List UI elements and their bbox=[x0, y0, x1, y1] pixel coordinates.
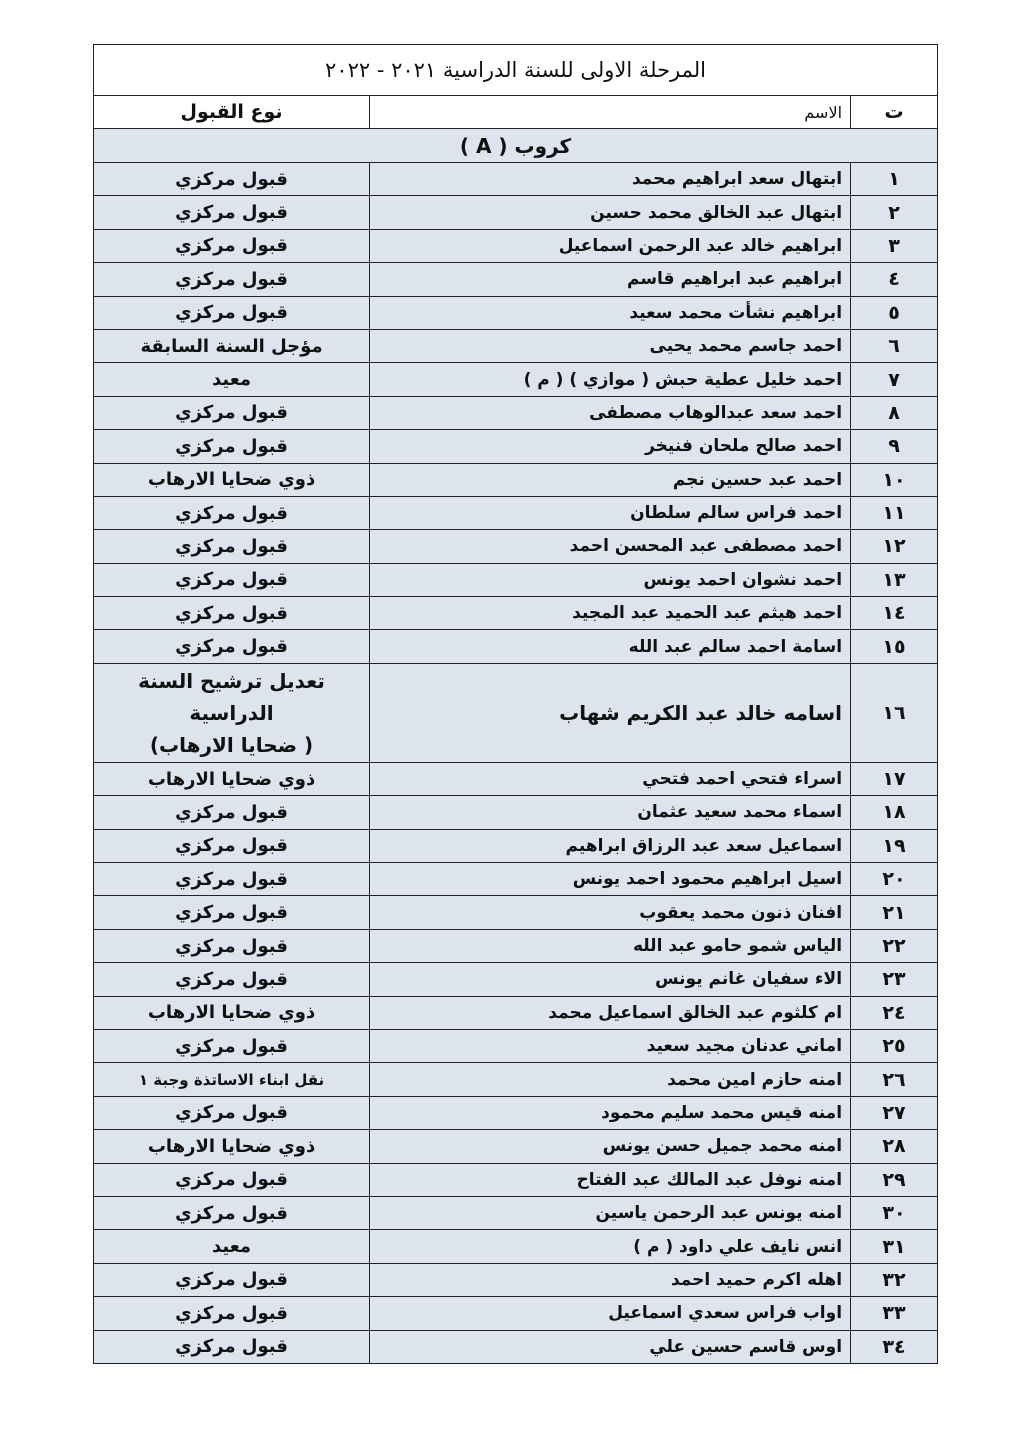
student-name: اماني عدنان مجيد سعيد bbox=[370, 1029, 851, 1062]
table-row bbox=[94, 563, 938, 596]
admission-type: قبول مركزي bbox=[94, 430, 370, 463]
table-row bbox=[94, 396, 938, 429]
row-number: ٢٤ bbox=[851, 996, 938, 1029]
table-row bbox=[94, 196, 938, 229]
admission-type: قبول مركزي bbox=[94, 396, 370, 429]
admission-sheet bbox=[93, 44, 937, 1364]
student-name: امنه قيس محمد سليم محمود bbox=[370, 1096, 851, 1129]
admission-type: قبول مركزي bbox=[94, 896, 370, 929]
students-table bbox=[93, 44, 938, 1364]
student-name: احمد خليل عطية حبش ( موازي ) ( م ) bbox=[370, 363, 851, 396]
admission-type: ذوي ضحايا الارهاب bbox=[94, 1130, 370, 1163]
row-number: ٢٧ bbox=[851, 1096, 938, 1129]
student-name: اوس قاسم حسين علي bbox=[370, 1330, 851, 1363]
admission-type: قبول مركزي bbox=[94, 1297, 370, 1330]
row-number: ٢١ bbox=[851, 896, 938, 929]
row-number: ٢٨ bbox=[851, 1130, 938, 1163]
header-number: ت bbox=[851, 96, 938, 129]
header-name: الاسم bbox=[370, 96, 851, 129]
student-name: امنه يونس عبد الرحمن ياسين bbox=[370, 1196, 851, 1229]
student-name: اسماء محمد سعيد عثمان bbox=[370, 796, 851, 829]
student-name: الاء سفيان غانم يونس bbox=[370, 963, 851, 996]
table-row bbox=[94, 296, 938, 329]
student-name: اسامه خالد عبد الكريم شهاب bbox=[370, 663, 851, 762]
table-row bbox=[94, 496, 938, 529]
student-name: احمد سعد عبدالوهاب مصطفى bbox=[370, 396, 851, 429]
admission-type: قبول مركزي bbox=[94, 597, 370, 630]
admission-type: قبول مركزي bbox=[94, 863, 370, 896]
student-name: اهله اكرم حميد احمد bbox=[370, 1263, 851, 1296]
table-row bbox=[94, 863, 938, 896]
table-row bbox=[94, 1263, 938, 1296]
table-row bbox=[94, 630, 938, 663]
row-number: ٣ bbox=[851, 229, 938, 262]
admission-type: ذوي ضحايا الارهاب bbox=[94, 996, 370, 1029]
row-number: ٢٣ bbox=[851, 963, 938, 996]
student-name: احمد مصطفى عبد المحسن احمد bbox=[370, 530, 851, 563]
table-row bbox=[94, 663, 938, 762]
admission-type: قبول مركزي bbox=[94, 829, 370, 862]
row-number: ١٤ bbox=[851, 597, 938, 630]
header-row bbox=[94, 96, 938, 129]
admission-type: معيد bbox=[94, 1230, 370, 1263]
student-name: ابراهيم عبد ابراهيم قاسم bbox=[370, 263, 851, 296]
student-name: انس نايف علي داود ( م ) bbox=[370, 1230, 851, 1263]
admission-type: قبول مركزي bbox=[94, 563, 370, 596]
admission-type: ذوي ضحايا الارهاب bbox=[94, 463, 370, 496]
row-number: ١٢ bbox=[851, 530, 938, 563]
group-label: كروب ( A ) bbox=[94, 129, 938, 163]
table-row bbox=[94, 996, 938, 1029]
table-row bbox=[94, 963, 938, 996]
student-name: امنه نوفل عبد المالك عبد الفتاح bbox=[370, 1163, 851, 1196]
row-number: ٦ bbox=[851, 329, 938, 362]
table-row bbox=[94, 597, 938, 630]
student-name: ابراهيم نشأت محمد سعيد bbox=[370, 296, 851, 329]
table-row bbox=[94, 329, 938, 362]
student-name: احمد هيثم عبد الحميد عبد المجيد bbox=[370, 597, 851, 630]
row-number: ١٣ bbox=[851, 563, 938, 596]
student-name: احمد نشوان احمد يونس bbox=[370, 563, 851, 596]
student-name: احمد جاسم محمد يحيى bbox=[370, 329, 851, 362]
admission-type: قبول مركزي bbox=[94, 163, 370, 196]
table-row bbox=[94, 796, 938, 829]
admission-type: قبول مركزي bbox=[94, 1163, 370, 1196]
student-name: احمد فراس سالم سلطان bbox=[370, 496, 851, 529]
admission-type: قبول مركزي bbox=[94, 630, 370, 663]
student-name: اسماعيل سعد عبد الرزاق ابراهيم bbox=[370, 829, 851, 862]
student-name: ام كلثوم عبد الخالق اسماعيل محمد bbox=[370, 996, 851, 1029]
admission-type-line1: تعديل ترشيح السنة الدراسية bbox=[138, 668, 325, 725]
row-number: ٢٠ bbox=[851, 863, 938, 896]
row-number: ١٨ bbox=[851, 796, 938, 829]
table-row bbox=[94, 1297, 938, 1330]
student-name: ابراهيم خالد عبد الرحمن اسماعيل bbox=[370, 229, 851, 262]
row-number: ٩ bbox=[851, 430, 938, 463]
table-row bbox=[94, 1230, 938, 1263]
student-name: اواب فراس سعدي اسماعيل bbox=[370, 1297, 851, 1330]
student-name: اسيل ابراهيم محمود احمد يونس bbox=[370, 863, 851, 896]
admission-type bbox=[94, 663, 370, 762]
admission-type: معيد bbox=[94, 363, 370, 396]
row-number: ٣٣ bbox=[851, 1297, 938, 1330]
admission-type: قبول مركزي bbox=[94, 963, 370, 996]
table-row bbox=[94, 363, 938, 396]
row-number: ١٥ bbox=[851, 630, 938, 663]
admission-type: قبول مركزي bbox=[94, 1029, 370, 1062]
row-number: ١١ bbox=[851, 496, 938, 529]
student-name: احمد صالح ملحان فنيخر bbox=[370, 430, 851, 463]
admission-type: قبول مركزي bbox=[94, 496, 370, 529]
student-name: امنه حازم امين محمد bbox=[370, 1063, 851, 1096]
row-number: ٢٢ bbox=[851, 929, 938, 962]
row-number: ٣٤ bbox=[851, 1330, 938, 1363]
admission-type: قبول مركزي bbox=[94, 296, 370, 329]
admission-type: مؤجل السنة السابقة bbox=[94, 329, 370, 362]
admission-type: قبول مركزي bbox=[94, 530, 370, 563]
student-name: ابتهال عبد الخالق محمد حسين bbox=[370, 196, 851, 229]
admission-type: قبول مركزي bbox=[94, 1196, 370, 1229]
row-number: ٨ bbox=[851, 396, 938, 429]
student-name: اسراء فتحي احمد فتحي bbox=[370, 762, 851, 795]
student-name: امنه محمد جميل حسن يونس bbox=[370, 1130, 851, 1163]
table-row bbox=[94, 829, 938, 862]
table-row bbox=[94, 1096, 938, 1129]
table-row bbox=[94, 1196, 938, 1229]
table-row bbox=[94, 530, 938, 563]
table-row bbox=[94, 1063, 938, 1096]
student-name: الياس شمو حامو عبد الله bbox=[370, 929, 851, 962]
admission-type: ذوي ضحايا الارهاب bbox=[94, 762, 370, 795]
table-row bbox=[94, 1130, 938, 1163]
row-number: ٢٩ bbox=[851, 1163, 938, 1196]
admission-type: قبول مركزي bbox=[94, 929, 370, 962]
row-number: ٢٦ bbox=[851, 1063, 938, 1096]
table-row bbox=[94, 463, 938, 496]
row-number: ٣٠ bbox=[851, 1196, 938, 1229]
row-number: ٢٥ bbox=[851, 1029, 938, 1062]
table-row bbox=[94, 896, 938, 929]
row-number: ١٠ bbox=[851, 463, 938, 496]
row-number: ٤ bbox=[851, 263, 938, 296]
row-number: ١٩ bbox=[851, 829, 938, 862]
admission-type: قبول مركزي bbox=[94, 263, 370, 296]
student-name: افنان ذنون محمد يعقوب bbox=[370, 896, 851, 929]
table-row bbox=[94, 263, 938, 296]
table-row bbox=[94, 1163, 938, 1196]
table-row bbox=[94, 430, 938, 463]
group-row bbox=[94, 129, 938, 163]
table-row bbox=[94, 1029, 938, 1062]
row-number: ١٧ bbox=[851, 762, 938, 795]
admission-type: قبول مركزي bbox=[94, 196, 370, 229]
admission-type: قبول مركزي bbox=[94, 1263, 370, 1296]
row-number: ١٦ bbox=[851, 663, 938, 762]
row-number: ١ bbox=[851, 163, 938, 196]
row-number: ٥ bbox=[851, 296, 938, 329]
row-number: ٣٢ bbox=[851, 1263, 938, 1296]
table-row bbox=[94, 762, 938, 795]
header-admission-type: نوع القبول bbox=[94, 96, 370, 129]
admission-type: قبول مركزي bbox=[94, 1330, 370, 1363]
page-title: المرحلة الاولى للسنة الدراسية ٢٠٢١ - ٢٠٢٢ bbox=[94, 45, 938, 96]
admission-type: قبول مركزي bbox=[94, 796, 370, 829]
student-name: احمد عبد حسين نجم bbox=[370, 463, 851, 496]
student-name: اسامة احمد سالم عبد الله bbox=[370, 630, 851, 663]
row-number: ٣١ bbox=[851, 1230, 938, 1263]
table-row bbox=[94, 163, 938, 196]
row-number: ٢ bbox=[851, 196, 938, 229]
table-row bbox=[94, 229, 938, 262]
admission-type-line2: ( ضحايا الارهاب) bbox=[149, 732, 314, 757]
row-number: ٧ bbox=[851, 363, 938, 396]
table-row bbox=[94, 929, 938, 962]
admission-type: نقل ابناء الاساتذة وجبة ١ bbox=[94, 1063, 370, 1096]
student-name: ابتهال سعد ابراهيم محمد bbox=[370, 163, 851, 196]
admission-type: قبول مركزي bbox=[94, 1096, 370, 1129]
admission-type: قبول مركزي bbox=[94, 229, 370, 262]
title-row bbox=[94, 45, 938, 96]
table-row bbox=[94, 1330, 938, 1363]
